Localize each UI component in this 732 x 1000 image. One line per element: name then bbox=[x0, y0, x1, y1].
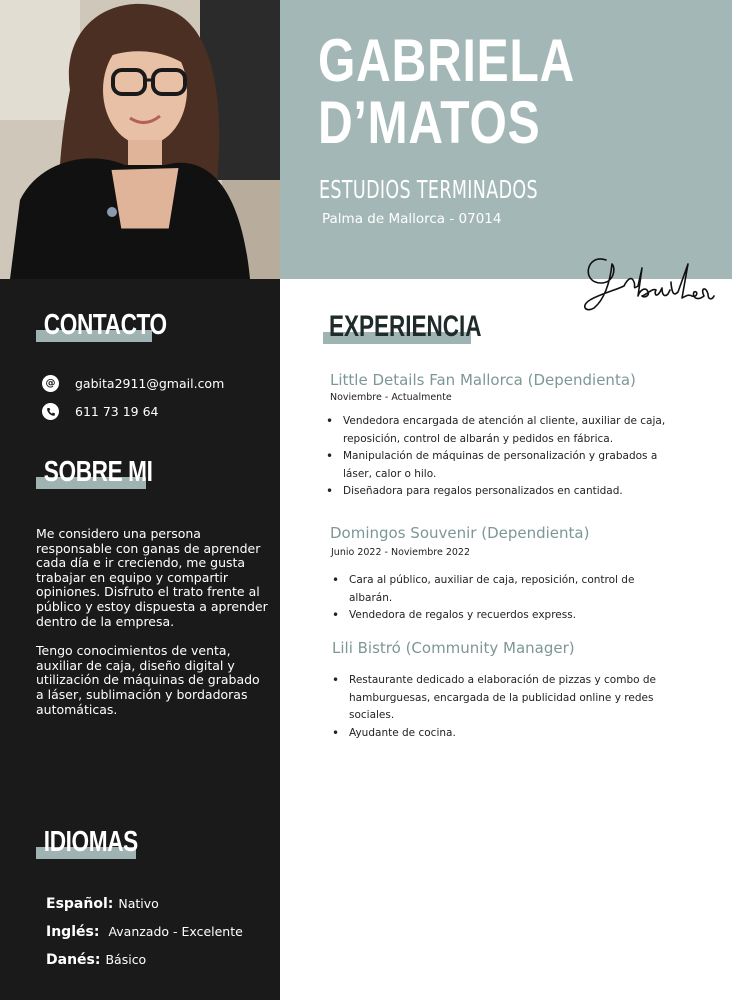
full-name bbox=[318, 27, 576, 156]
job-bullets bbox=[332, 672, 672, 742]
contact-email[interactable]: gabita2911@gmail.com bbox=[75, 376, 225, 391]
job-bullet: • Vendedora de regalos y recuerdos express. bbox=[332, 607, 642, 625]
job-bullets bbox=[332, 572, 642, 625]
job-bullet: • Ayudante de cocina. bbox=[332, 725, 672, 743]
language-level: Avanzado - Excelente bbox=[108, 924, 243, 939]
phone-glyph bbox=[46, 407, 56, 417]
location: Palma de Mallorca - 07014 bbox=[322, 211, 502, 227]
language-item bbox=[46, 952, 146, 968]
contact-heading bbox=[36, 309, 204, 342]
languages-heading-text: IDIOMAS bbox=[43, 826, 138, 858]
signature bbox=[576, 238, 716, 322]
job-bullets bbox=[326, 413, 671, 501]
name-line-1: GABRIELA bbox=[318, 27, 576, 94]
email-icon: @ bbox=[42, 375, 59, 392]
contact-phone[interactable]: 611 73 19 64 bbox=[75, 404, 159, 419]
experience-heading bbox=[323, 310, 534, 344]
language-level: Nativo bbox=[118, 896, 159, 911]
job-title: Domingos Souvenir (Dependienta) bbox=[330, 524, 590, 542]
contact-heading-text: CONTACTO bbox=[43, 309, 167, 341]
contact-phone-row bbox=[42, 403, 159, 420]
job-date: Junio 2022 - Noviembre 2022 bbox=[331, 547, 471, 558]
language-name: Español: bbox=[46, 896, 114, 912]
about-heading bbox=[36, 456, 185, 489]
language-item bbox=[46, 896, 159, 912]
about-paragraph-1: Me considero una persona responsable con ganas de aprender cada día e ir creciendo, me gusta trabajar en equipo y compartir opiniones. Disfruto el trato frente al público y estoy dispuesta a aprender dentro de la empresa. bbox=[36, 526, 268, 629]
job-bullet: • Cara al público, auxiliar de caja, reposición, control de albarán. bbox=[332, 572, 642, 607]
language-item bbox=[46, 924, 243, 940]
experience-heading-text: EXPERIENCIA bbox=[329, 310, 482, 343]
profile-photo-illustration bbox=[0, 0, 280, 279]
signature-graphic bbox=[576, 238, 716, 318]
job-date: Noviembre - Actualmente bbox=[330, 392, 452, 403]
left-sidebar bbox=[0, 0, 280, 1000]
about-paragraph-2: Tengo conocimientos de venta, auxiliar de caja, diseño digital y utilización de máquinas de grabado a láser, sublimación y bordadoras automáticas. bbox=[36, 643, 260, 717]
language-name: Danés: bbox=[46, 952, 101, 968]
about-heading-text: SOBRE MI bbox=[43, 456, 153, 488]
job-bullet: • Manipulación de máquinas de personalización y grabados a láser, calor o hilo. bbox=[326, 448, 671, 483]
name-line-2: D’MATOS bbox=[318, 89, 541, 156]
language-name: Inglés: bbox=[46, 924, 100, 940]
job-bullet: • Vendedora encargada de atención al cliente, auxiliar de caja, reposición, control de albarán y pedidos en fábrica. bbox=[326, 413, 671, 448]
job-title: Little Details Fan Mallorca (Dependienta) bbox=[330, 371, 636, 389]
phone-icon bbox=[42, 403, 59, 420]
job-title: Lili Bistró (Community Manager) bbox=[332, 639, 575, 657]
job-bullet: • Restaurante dedicado a elaboración de pizzas y combo de hamburguesas, encargada de la publicidad online y redes sociales. bbox=[332, 672, 672, 725]
languages-heading bbox=[36, 826, 167, 859]
job-bullet: • Diseñadora para regalos personalizados en cantidad. bbox=[326, 483, 671, 501]
language-level: Básico bbox=[105, 952, 147, 967]
education-status: ESTUDIOS TERMINADOS bbox=[319, 175, 538, 204]
about-text bbox=[36, 527, 268, 717]
profile-photo bbox=[0, 0, 280, 279]
contact-email-row bbox=[42, 375, 224, 392]
